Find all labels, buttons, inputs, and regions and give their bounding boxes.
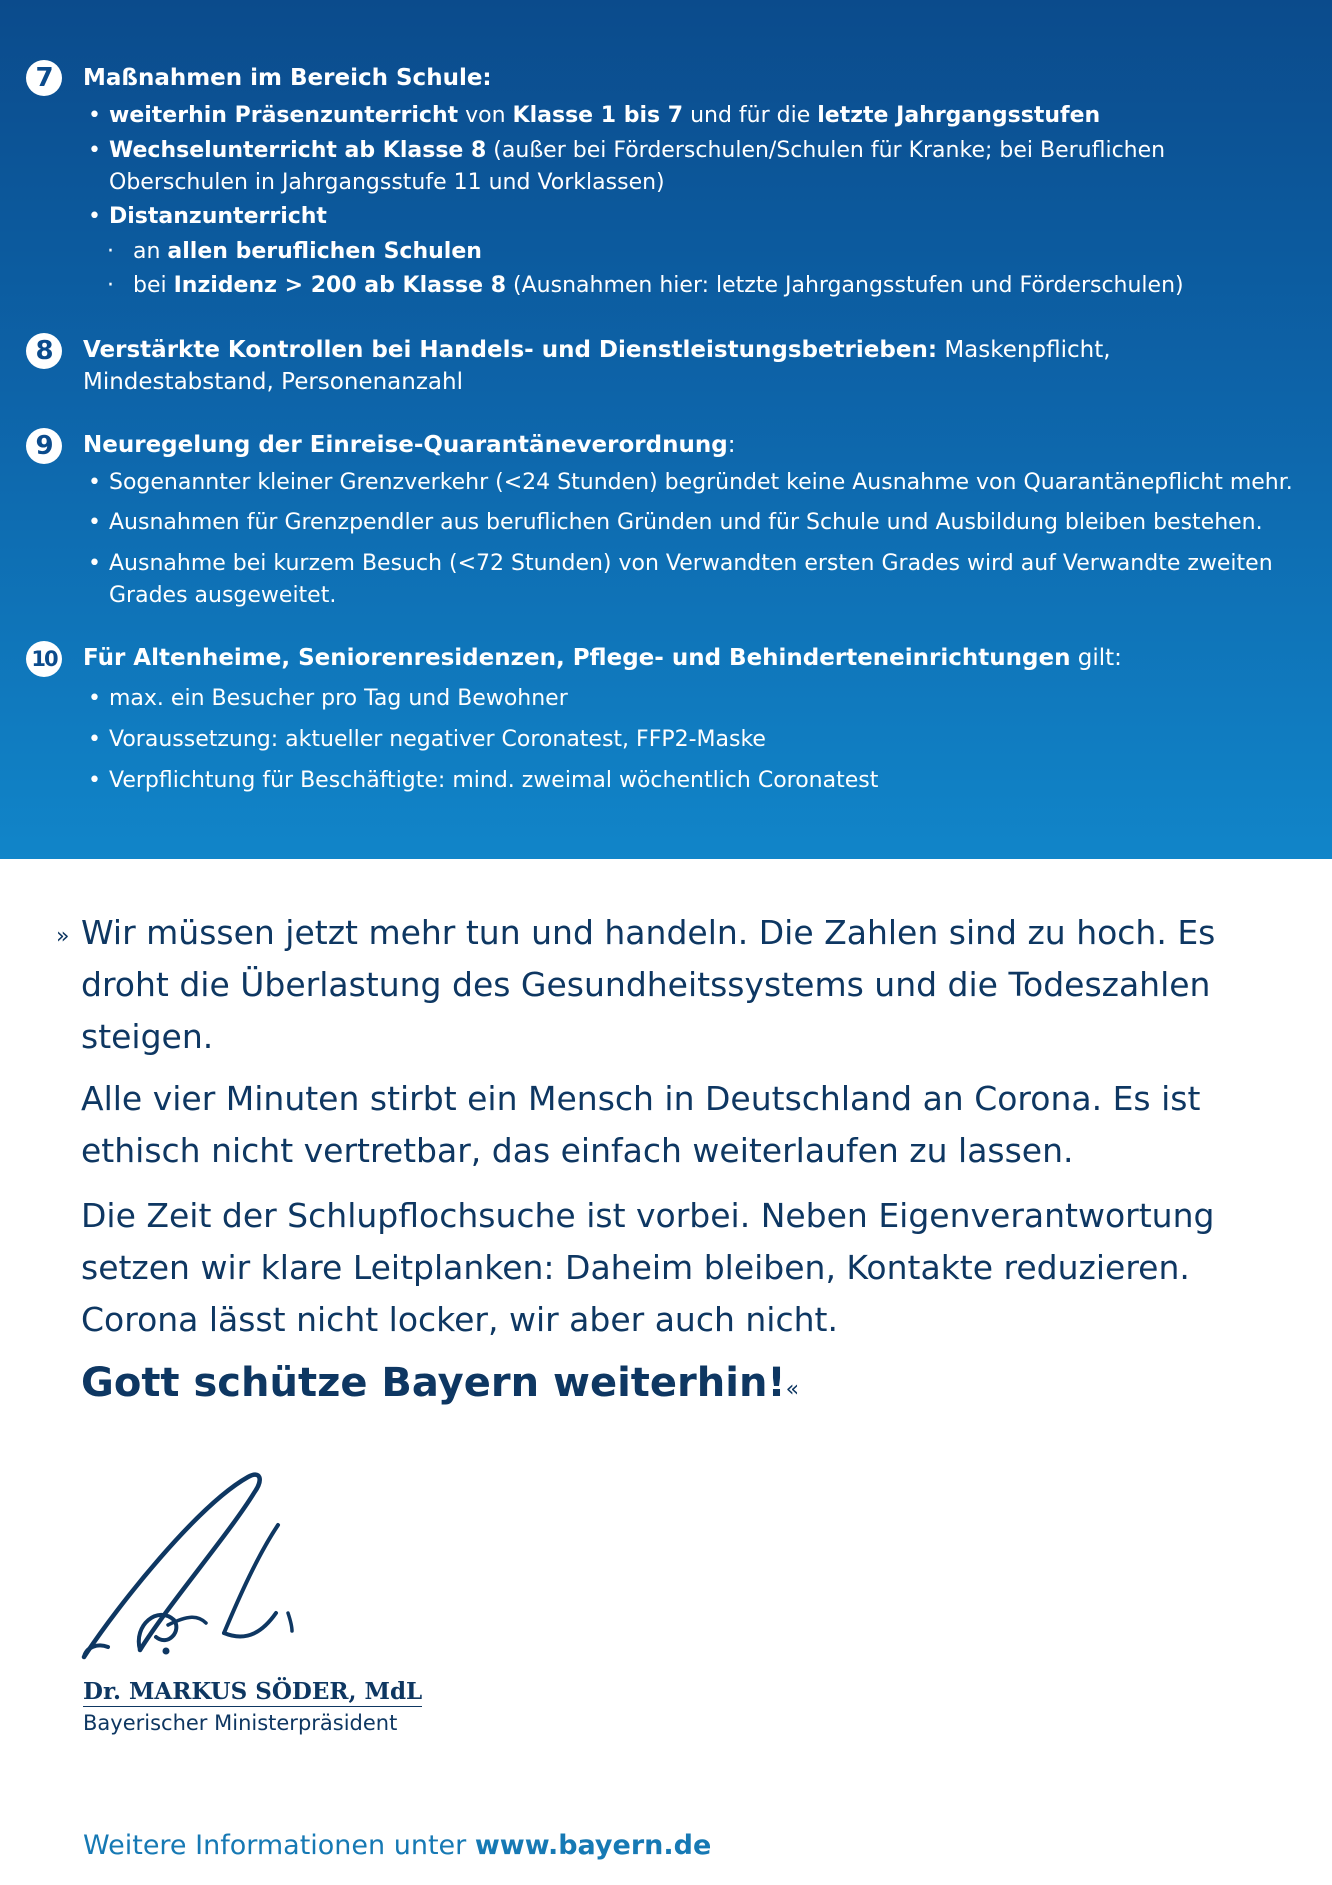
list-item: • Verpflichtung für Beschäftigte: mind. zweimal wöchentlich Coronatest — [88, 765, 1309, 797]
quote-open-mark: » — [56, 924, 70, 949]
sub-list-item — [107, 270, 1313, 302]
section-7-heading — [83, 62, 1303, 94]
list-item: • Ausnahme bei kurzem Besuch (<72 Stunden) von Verwandten ersten Grades wird auf Verwandte zweiten Grades ausgeweitet. — [88, 548, 1309, 612]
closing-text: Gott schütze Bayern weiterhin! — [81, 1360, 786, 1406]
text-run: weiterhin Präsenzunterricht — [109, 103, 459, 128]
text-run: Inzidenz > 200 ab Klasse 8 — [173, 273, 507, 298]
text-run: (Ausnahmen hier: letzte Jahrgangsstufen und Förderschulen) — [506, 273, 1184, 298]
text-run: letzte Jahrgangsstufen — [817, 103, 1101, 128]
footer-info — [83, 1830, 711, 1861]
section-number-10: 10 — [26, 641, 62, 677]
text-run: (außer bei Förderschulen/Schulen für Kranke; bei Beruflichen Oberschulen in Jahrgangsstufe 11 und Vorklassen) — [109, 138, 1166, 195]
footer-link[interactable]: www.bayern.de — [474, 1830, 712, 1861]
section-9-heading — [83, 429, 1303, 461]
sub-list-item — [107, 236, 1313, 268]
text-run: Klasse 1 bis 7 — [512, 103, 684, 128]
closing-line — [81, 1360, 799, 1406]
quote-close-mark: « — [785, 1377, 800, 1402]
section-number-9: 9 — [26, 428, 62, 464]
text-run: Maskenpflicht, Mindestabstand, Personenanzahl — [83, 337, 1111, 395]
quote-paragraph-3: Die Zeit der Schlupflochsuche ist vorbei. Neben Eigenverantwortung setzen wir klare Leitplanken: Daheim bleiben, Kontakte reduzieren. Corona lässt nicht locker, wir aber auch nicht. — [81, 1196, 1215, 1339]
measures-panel — [0, 0, 1332, 859]
list-item — [88, 135, 1309, 199]
handwritten-signature — [78, 1465, 338, 1665]
section-number-7: 7 — [26, 60, 62, 96]
list-item: • max. ein Besucher pro Tag und Bewohner — [88, 683, 1309, 715]
section-8-heading — [83, 334, 1303, 398]
text-run: allen beruflichen Schulen — [167, 239, 482, 264]
text-run: an — [133, 239, 168, 264]
text-run: : — [727, 432, 736, 458]
text-run: bei — [133, 273, 174, 298]
section-10-heading — [83, 642, 1303, 674]
signatory-name: Dr. MARKUS SÖDER, MdL — [83, 1678, 423, 1705]
section-number-8: 8 — [26, 333, 62, 369]
text-run: Verstärkte Kontrollen bei Handels- und Dienstleistungsbetrieben: — [83, 337, 938, 363]
text-run: Wechselunterricht ab Klasse 8 — [109, 138, 487, 163]
text-run: Für Altenheime, Seniorenresidenzen, Pflege- und Behinderteneinrichtungen — [83, 645, 1071, 671]
text-run: Distanzunterricht — [109, 204, 327, 229]
footer-text: Weitere Informationen unter — [83, 1830, 475, 1861]
signatory-role: Bayerischer Ministerpräsident — [83, 1711, 398, 1735]
list-item — [88, 100, 1309, 132]
section-7-heading-text: Maßnahmen im Bereich Schule: — [83, 65, 492, 91]
text-run: Neuregelung der Einreise-Quarantäneverordnung — [83, 432, 728, 458]
text-run: von — [458, 103, 513, 128]
list-item — [88, 201, 1309, 233]
quote-paragraph-1: Wir müssen jetzt mehr tun und handeln. Die Zahlen sind zu hoch. Es droht die Überlastung des Gesundheitssystems und die Todeszahlen steigen. — [81, 913, 1216, 1056]
list-item: • Sogenannter kleiner Grenzverkehr (<24 Stunden) begründet keine Ausnahme von Quarantänepflicht mehr. — [88, 467, 1309, 499]
list-item: • Ausnahmen für Grenzpendler aus beruflichen Gründen und für Schule und Ausbildung bleiben bestehen. — [88, 507, 1309, 539]
list-item: • Voraussetzung: aktueller negativer Coronatest, FFP2-Maske — [88, 724, 1309, 756]
text-run: gilt: — [1070, 645, 1122, 671]
text-run: und für die — [683, 103, 818, 128]
quote-paragraph-2: Alle vier Minuten stirbt ein Mensch in Deutschland an Corona. Es ist ethisch nicht vertretbar, das einfach weiterlaufen zu lassen. — [81, 1079, 1201, 1170]
